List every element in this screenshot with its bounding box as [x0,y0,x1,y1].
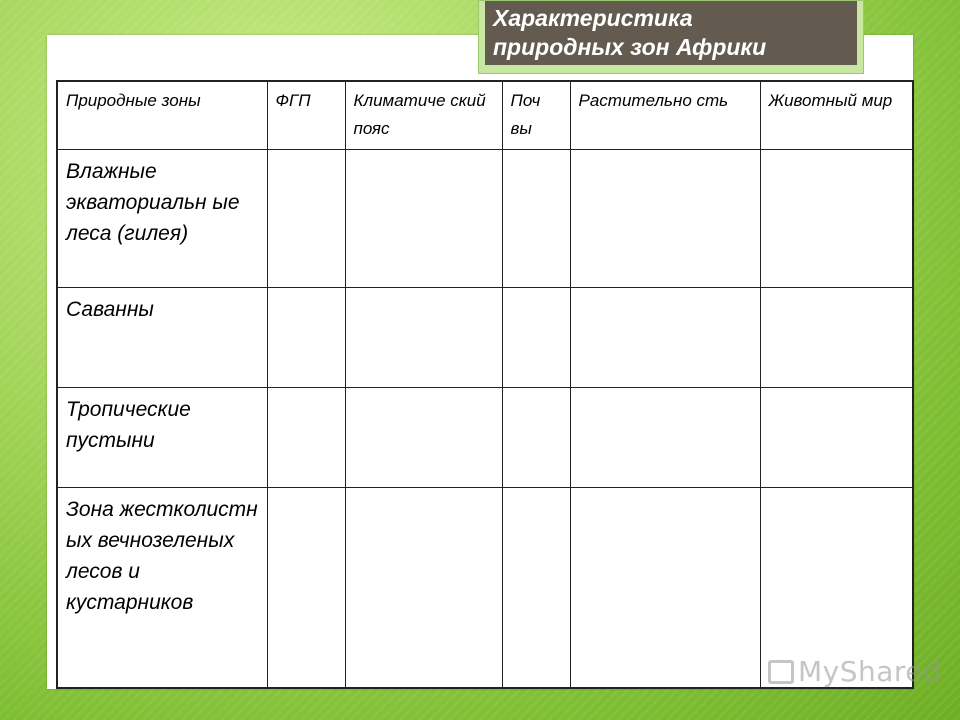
empty-cell [267,488,345,688]
empty-cell [345,488,502,688]
natural-zones-table [56,80,914,689]
zone-name-cell: Саванны [57,288,267,388]
empty-cell [345,150,502,288]
empty-cell [570,388,760,488]
empty-cell [502,488,570,688]
watermark-logo [768,655,941,688]
empty-cell [502,150,570,288]
slide-title-line-2: природных зон Африки [493,34,767,60]
table-header-row [57,81,913,150]
empty-cell [502,288,570,388]
empty-cell [267,288,345,388]
watermark-text: MyShared [798,655,942,688]
header-climate-belt: Климатиче ский пояс [345,81,502,150]
empty-cell [502,388,570,488]
header-vegetation: Растительно сть [570,81,760,150]
empty-cell [760,150,913,288]
empty-cell [345,388,502,488]
table-row [57,150,913,288]
empty-cell [570,488,760,688]
empty-cell [267,150,345,288]
header-natural-zones: Природные зоны [57,81,267,150]
slide-title-line-1: Характеристика [493,5,693,31]
presentation-icon [768,660,794,684]
zone-name-cell: Тропические пустыни [57,388,267,488]
empty-cell [760,388,913,488]
zone-name-cell: Влажные экваториальн ые леса (гилея) [57,150,267,288]
header-soils: Поч вы [502,81,570,150]
empty-cell [760,288,913,388]
empty-cell [570,288,760,388]
title-frame [478,0,864,74]
header-fgp: ФГП [267,81,345,150]
slide-title [485,1,857,65]
empty-cell [267,388,345,488]
empty-cell [345,288,502,388]
zone-name-cell: Зона жестколистн ых вечнозеленых лесов и кустарников [57,488,267,688]
header-fauna: Животный мир [760,81,913,150]
empty-cell [570,150,760,288]
table-row [57,288,913,388]
table-row [57,388,913,488]
